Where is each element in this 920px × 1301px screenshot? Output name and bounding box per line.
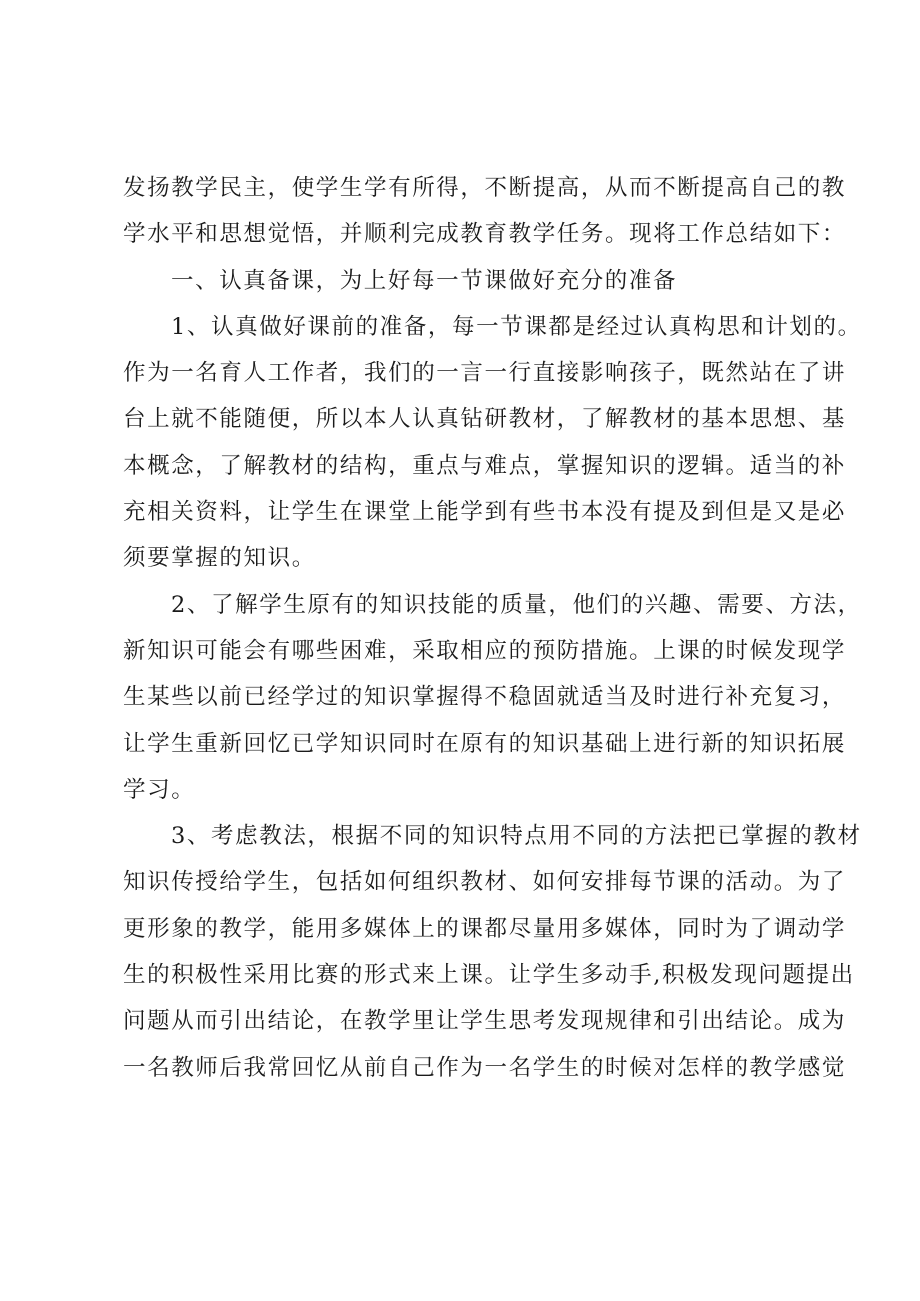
text-line: 生某些以前已经学过的知识掌握得不稳固就适当及时进行补充复习，	[123, 684, 847, 711]
section-heading	[123, 258, 839, 304]
document-body	[123, 165, 862, 1091]
text-line: 一名教师后我常回忆从前自己作为一名学生的时候对怎样的教学感觉	[123, 1054, 847, 1081]
text-line: 作为一名育人工作者，我们的一言一行直接影响孩子，既然站在了讲	[123, 360, 847, 387]
text-line: 台上就不能随便，所以本人认真钻研教材，了解教材的基本思想、基	[123, 406, 847, 433]
text-line: 知识传授给学生，包括如何组织教材、如何安排每节课的活动。为了	[123, 869, 847, 896]
text-line: 问题从而引出结论，在教学里让学生思考发现规律和引出结论。成为	[123, 1008, 847, 1035]
paragraph-item-1	[123, 304, 862, 582]
text-line: 须要掌握的知识。	[123, 545, 316, 572]
paragraph-item-2	[123, 582, 862, 813]
paragraph-intro	[123, 165, 847, 258]
text-line: 本概念，了解教材的结构，重点与难点，掌握知识的逻辑。适当的补	[123, 452, 847, 479]
text-line: 发扬教学民主，使学生学有所得，不断提高，从而不断提高自己的教	[123, 175, 847, 201]
text-line: 一、认真备课，为上好每一节课做好充分的准备	[171, 267, 678, 294]
text-line: 生的积极性采用比赛的形式来上课。让学生多动手,积极发现问题提出	[123, 962, 855, 989]
text-line: 1、认真做好课前的准备，每一节课都是经过认真构思和计划的。	[171, 313, 862, 340]
text-line: 让学生重新回忆已学知识同时在原有的知识基础上进行新的知识拓展	[123, 730, 847, 757]
text-line: 学水平和思想觉悟，并顺利完成教育教学任务。现将工作总结如下：	[123, 221, 847, 248]
paragraph-item-3	[123, 813, 862, 1091]
text-line: 更形象的教学，能用多媒体上的课都尽量用多媒体，同时为了调动学	[123, 915, 847, 942]
text-line: 学习。	[123, 776, 196, 803]
text-line: 充相关资料，让学生在课堂上能学到有些书本没有提及到但是又是必	[123, 499, 847, 526]
text-line: 2、了解学生原有的知识技能的质量，他们的兴趣、需要、方法，	[171, 591, 862, 618]
text-line: 新知识可能会有哪些困难，采取相应的预防措施。上课的时候发现学	[123, 637, 847, 664]
text-line: 3、考虑教法，根据不同的知识特点用不同的方法把已掌握的教材	[171, 823, 862, 850]
